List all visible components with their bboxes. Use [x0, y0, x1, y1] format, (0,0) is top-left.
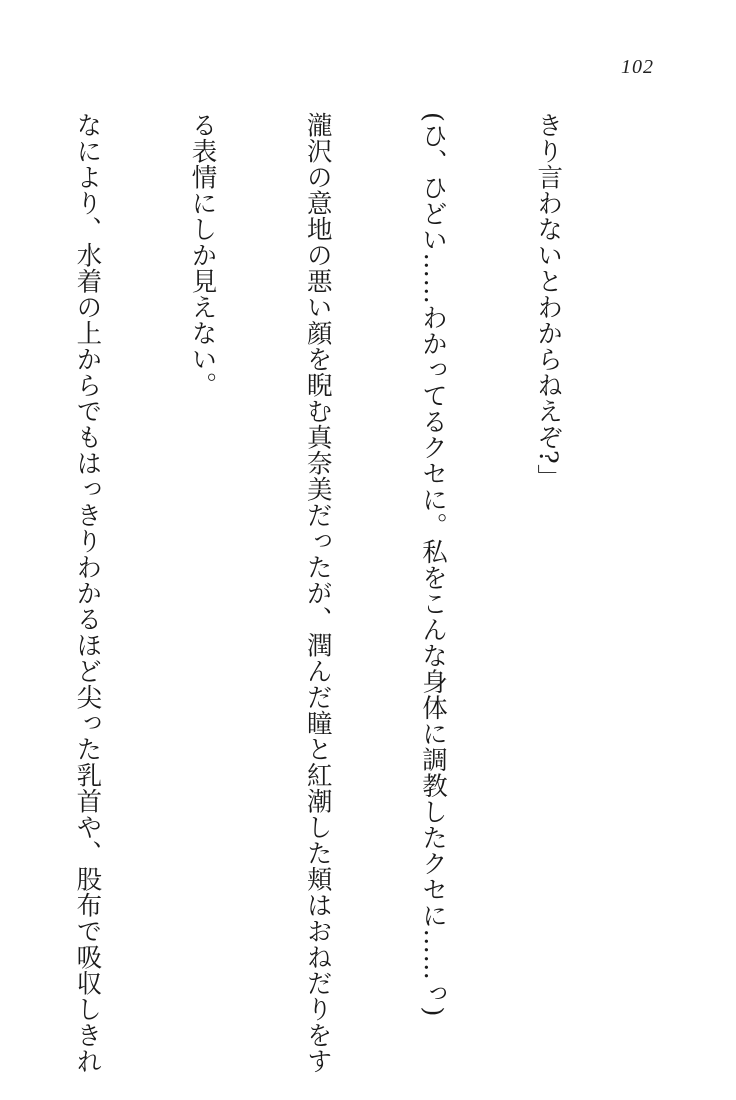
- text-line: なにより、水着の上からでもはっきりわかるほど尖った乳首や、股布で吸収しきれ: [72, 112, 103, 1074]
- text-line: きり言わないとわからねえぞ?」: [533, 112, 564, 491]
- novel-text: [0, 112, 644, 1074]
- text-line: 瀧沢の意地の悪い顔を睨む真奈美だったが、潤んだ瞳と紅潮した頬はおねだりをす: [302, 112, 333, 1074]
- text-line: (ひ、ひどい……わかってるクセに。私をこんな身体に調教したクセに……っ): [417, 112, 448, 1017]
- page-number: 102: [621, 56, 654, 78]
- text-line: る表情にしか見えない。: [187, 112, 218, 398]
